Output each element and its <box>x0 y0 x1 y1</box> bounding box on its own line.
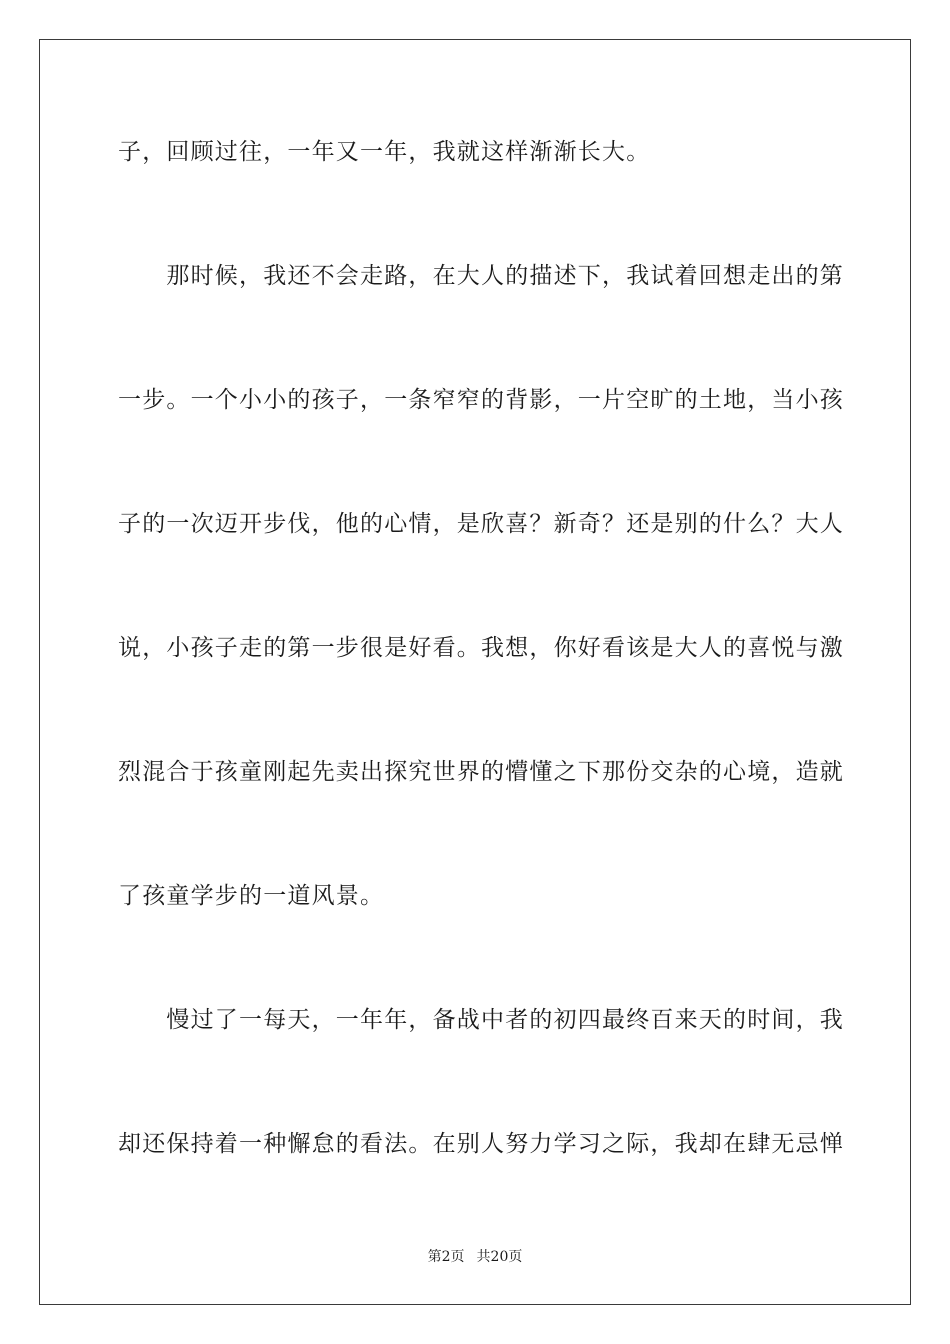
paragraph-line: 烈混合于孩童刚起先卖出探究世界的懵懂之下那份交杂的心境，造就 <box>118 759 844 785</box>
page-number: 第2页 <box>427 1249 465 1265</box>
paragraph-line: 子，回顾过往，一年又一年，我就这样渐渐长大。 <box>118 139 651 165</box>
paragraph-line: 慢过了一每天，一年年，备战中者的初四最终百来天的时间，我 <box>118 1007 844 1033</box>
paragraph-line: 一步。一个小小的孩子，一条窄窄的背影，一片空旷的土地，当小孩 <box>118 387 844 413</box>
page-border <box>39 39 911 1305</box>
page-total: 共20页 <box>476 1249 523 1265</box>
paragraph-line: 了孩童学步的一道风景。 <box>118 883 385 909</box>
paragraph-line: 却还保持着一种懈怠的看法。在别人努力学习之际，我却在肆无忌惮 <box>118 1131 844 1157</box>
paragraph-line: 那时候，我还不会走路，在大人的描述下，我试着回想走出的第 <box>118 263 844 289</box>
paragraph-line: 说，小孩子走的第一步很是好看。我想，你好看该是大人的喜悦与激 <box>118 635 844 661</box>
paragraph-line: 子的一次迈开步伐，他的心情，是欣喜？新奇？还是别的什么？大人 <box>118 511 844 537</box>
page-footer <box>0 1248 950 1266</box>
